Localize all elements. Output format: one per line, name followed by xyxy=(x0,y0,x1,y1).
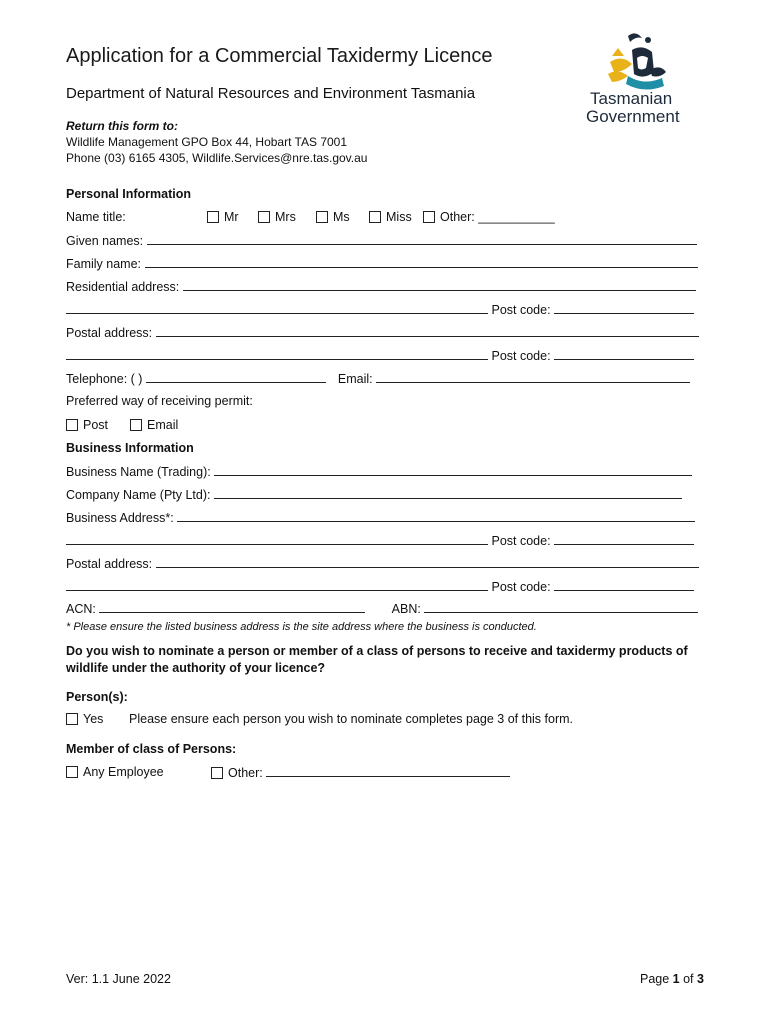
business-post-code-label: Post code: xyxy=(491,534,551,548)
logo-text-line1: Tasmanian xyxy=(590,89,673,108)
preferred-option-email[interactable] xyxy=(130,418,178,432)
ms-checkbox[interactable] xyxy=(316,211,328,223)
any-employee-label: Any Employee xyxy=(83,765,164,779)
telephone-label: Telephone: ( ) xyxy=(66,372,143,386)
postal-address-field[interactable] xyxy=(156,325,699,337)
mrs-label: Mrs xyxy=(275,210,296,224)
other-title-label: Other: ___________ xyxy=(440,210,555,224)
any-employee-checkbox[interactable] xyxy=(66,766,78,778)
residential-address-field[interactable] xyxy=(183,279,696,291)
name-title-label: Name title: xyxy=(66,210,126,224)
return-label: Return this form to: xyxy=(66,119,178,133)
yes-checkbox[interactable] xyxy=(66,713,78,725)
postal-address-line2-row xyxy=(66,348,694,363)
given-names-field[interactable] xyxy=(147,233,697,245)
business-name-label: Business Name (Trading): xyxy=(66,465,211,479)
class-other-option[interactable] xyxy=(211,765,510,780)
miss-checkbox[interactable] xyxy=(369,211,381,223)
persons-yes-note: Please ensure each person you wish to nominate completes page 3 of this form. xyxy=(129,712,574,726)
class-other-checkbox[interactable] xyxy=(211,767,223,779)
preferred-option-post[interactable] xyxy=(66,418,108,432)
postal-address-label: Postal address: xyxy=(66,326,153,340)
company-name-row xyxy=(66,487,682,502)
title-option-mr[interactable] xyxy=(207,210,239,224)
residential-address-label: Residential address: xyxy=(66,280,180,294)
email-label: Email: xyxy=(337,372,373,386)
business-post-code-field[interactable] xyxy=(554,533,694,545)
page-number xyxy=(640,972,704,986)
tasmanian-government-logo xyxy=(584,28,704,128)
department-name: Department of Natural Resources and Environment Tasmania xyxy=(66,85,476,102)
acn-field[interactable] xyxy=(99,601,365,613)
given-names-label: Given names: xyxy=(66,234,144,248)
postal-post-code-label: Post code: xyxy=(491,349,551,363)
family-name-label: Family name: xyxy=(66,257,142,271)
business-postal-label: Postal address: xyxy=(66,557,153,571)
persons-heading: Person(s): xyxy=(66,690,128,704)
logo-text-line2: Government xyxy=(586,107,680,126)
page-title: Application for a Commercial Taxidermy Licence xyxy=(66,45,493,67)
business-info-heading: Business Information xyxy=(66,441,194,455)
nominate-question: Do you wish to nominate a person or member of a class of persons to receive and taxidermy products of wildlife under the authority of your licence? xyxy=(66,644,688,675)
yes-label: Yes xyxy=(83,712,104,726)
miss-label: Miss xyxy=(386,210,412,224)
abn-field[interactable] xyxy=(424,601,698,613)
residential-post-code-label: Post code: xyxy=(491,303,551,317)
return-contact: Phone (03) 6165 4305, Wildlife.Services@nre.tas.gov.au xyxy=(66,151,368,165)
page-prefix: Page xyxy=(640,972,673,986)
residential-address-row xyxy=(66,279,696,294)
business-address-note: * Please ensure the listed business address is the site address where the business is conducted. xyxy=(66,621,537,633)
persons-yes-option[interactable] xyxy=(66,712,103,726)
residential-address-line2-row xyxy=(66,302,694,317)
page-total: 3 xyxy=(697,972,704,986)
business-address-line2-row xyxy=(66,533,694,548)
residential-post-code-field[interactable] xyxy=(554,302,694,314)
tasmanian-devil-logo-icon xyxy=(584,28,704,128)
mrs-checkbox[interactable] xyxy=(258,211,270,223)
business-address-row xyxy=(66,510,695,525)
family-name-row xyxy=(66,256,698,271)
version-label: Ver: 1.1 June 2022 xyxy=(66,972,171,986)
company-name-field[interactable] xyxy=(214,487,682,499)
ms-label: Ms xyxy=(333,210,350,224)
name-title-row xyxy=(66,210,126,224)
given-names-row xyxy=(66,233,697,248)
mr-checkbox[interactable] xyxy=(207,211,219,223)
telephone-email-row xyxy=(66,371,690,386)
email-option-label: Email xyxy=(147,418,179,432)
title-option-ms[interactable] xyxy=(316,210,350,224)
business-address-line2-field[interactable] xyxy=(66,533,488,545)
page-of: of xyxy=(679,972,697,986)
title-option-other[interactable] xyxy=(423,210,555,224)
residential-address-line2-field[interactable] xyxy=(66,302,488,314)
title-option-miss[interactable] xyxy=(369,210,412,224)
postal-post-code-field[interactable] xyxy=(554,348,694,360)
business-postal-field[interactable] xyxy=(156,556,699,568)
preferred-permit-label: Preferred way of receiving permit: xyxy=(66,394,253,408)
return-address: Wildlife Management GPO Box 44, Hobart TAS 7001 xyxy=(66,135,348,149)
class-other-label: Other: xyxy=(228,766,263,780)
business-postal-line2-row xyxy=(66,579,694,594)
email-checkbox[interactable] xyxy=(130,419,142,431)
telephone-field[interactable] xyxy=(146,371,326,383)
abn-label: ABN: xyxy=(391,602,421,616)
page-current: 1 xyxy=(672,972,680,986)
business-name-row xyxy=(66,464,692,479)
acn-label: ACN: xyxy=(66,602,96,616)
business-address-label: Business Address*: xyxy=(66,511,174,525)
personal-info-heading: Personal Information xyxy=(66,187,192,201)
business-postal-row xyxy=(66,556,699,571)
business-address-field[interactable] xyxy=(177,510,695,522)
postal-address-row xyxy=(66,325,699,340)
business-name-field[interactable] xyxy=(214,464,692,476)
email-field[interactable] xyxy=(376,371,690,383)
other-title-checkbox[interactable] xyxy=(423,211,435,223)
class-of-persons-heading: Member of class of Persons: xyxy=(66,742,237,756)
mr-label: Mr xyxy=(224,210,239,224)
postal-address-line2-field[interactable] xyxy=(66,348,488,360)
title-option-mrs[interactable] xyxy=(258,210,296,224)
business-postal-line2-field[interactable] xyxy=(66,579,488,591)
class-other-field[interactable] xyxy=(266,765,510,777)
any-employee-option[interactable] xyxy=(66,765,164,779)
post-checkbox[interactable] xyxy=(66,419,78,431)
company-name-label: Company Name (Pty Ltd): xyxy=(66,488,211,502)
acn-abn-row xyxy=(66,601,698,616)
business-postal-post-code-field[interactable] xyxy=(554,579,694,591)
post-label: Post xyxy=(83,418,109,432)
business-postal-post-code-label: Post code: xyxy=(491,580,551,594)
family-name-field[interactable] xyxy=(145,256,698,268)
